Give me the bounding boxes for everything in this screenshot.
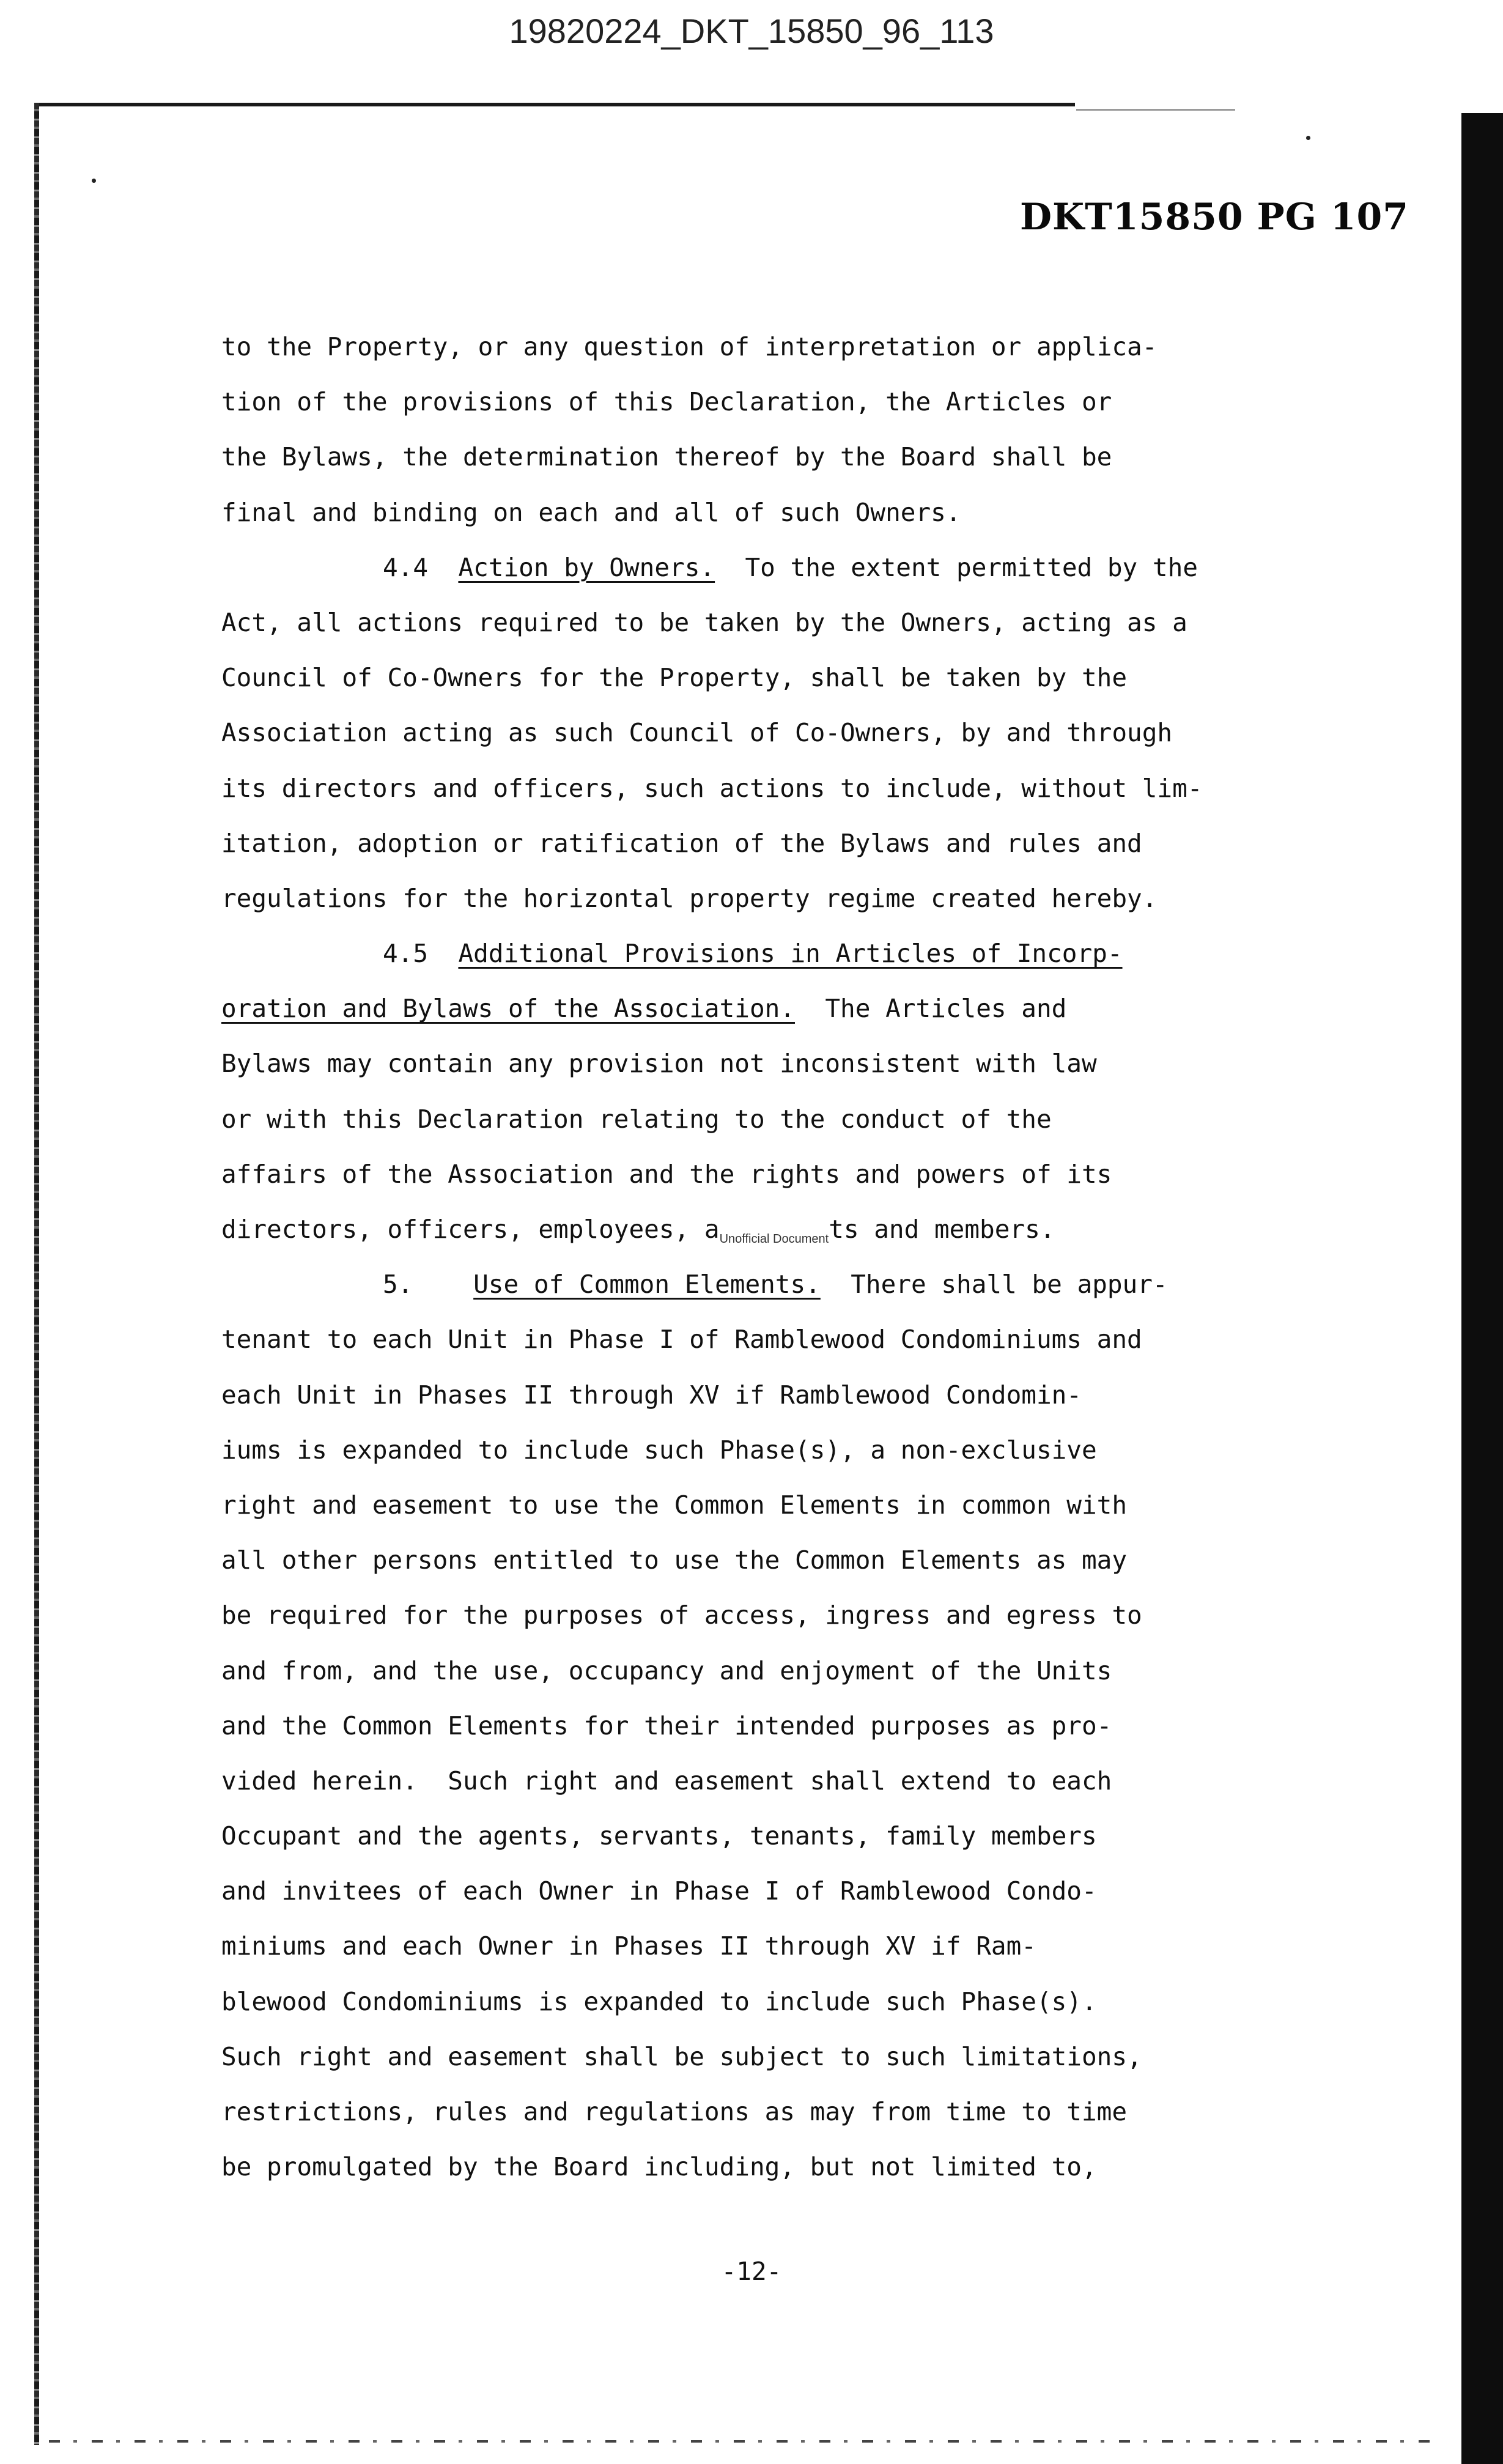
section-4-4-heading-line (221, 540, 1340, 595)
section-5-heading-line (221, 1257, 1340, 1312)
section-number: 4.5 (383, 939, 429, 969)
section-number: 5. (383, 1270, 413, 1300)
text-line: right and easement to use the Common Elements in common with (221, 1490, 1128, 1520)
text-line: final and binding on each and all of such Owners. (221, 497, 961, 527)
document-body (221, 319, 1340, 2194)
text-line: be required for the purposes of access, ingress and egress to (221, 1600, 1142, 1630)
scan-edge-bar (1461, 113, 1503, 2464)
text-line: the Bylaws, the determination thereof by the Board shall be (221, 442, 1112, 472)
section-heading: Additional Provisions in Articles of Incorp- (458, 939, 1123, 969)
section-heading: Use of Common Elements. (473, 1270, 821, 1300)
text-line: Act, all actions required to be taken by the Owners, acting as a (221, 607, 1187, 637)
text-line: Bylaws may contain any provision not inconsistent with law (221, 1049, 1097, 1079)
text-line: restrictions, rules and regulations as may from time to time (221, 2097, 1128, 2126)
text-line: and from, and the use, occupancy and enjoyment of the Units (221, 1656, 1112, 1685)
docket-stamp: DKT15850 PG 107 (1020, 196, 1409, 239)
section-heading: oration and Bylaws of the Association. (221, 994, 795, 1024)
text-line: or with this Declaration relating to the conduct of the (221, 1104, 1052, 1134)
text-line: Occupant and the agents, servants, tenants, family members (221, 1821, 1097, 1851)
text-fragment: ts and members. (829, 1215, 1055, 1244)
scan-speck (92, 179, 96, 183)
text-fragment: directors, officers, employees, a (221, 1215, 720, 1244)
text-line: tion of the provisions of this Declaration, the Articles or (221, 387, 1112, 417)
section-4-5-heading-line-2 (221, 981, 1340, 1036)
text-line: blewood Condominiums is expanded to include such Phase(s). (221, 1986, 1097, 2016)
scan-bottom-noise (49, 2440, 1443, 2443)
section-text: To the extent permitted by the (745, 552, 1198, 582)
page-number: -12- (721, 2257, 782, 2286)
section-text: The Articles and (825, 994, 1067, 1024)
text-line (221, 1202, 1340, 1257)
text-line: and invitees of each Owner in Phase I of Ramblewood Condo- (221, 1876, 1097, 1906)
scan-frame-left (34, 103, 39, 2445)
section-4-5-heading-line (221, 926, 1340, 981)
text-line: Council of Co-Owners for the Property, shall be taken by the (221, 663, 1128, 693)
text-line: miniums and each Owner in Phases II through XV if Ram- (221, 1931, 1036, 1961)
text-line: each Unit in Phases II through XV if Ramblewood Condomin- (221, 1380, 1082, 1410)
text-line: itation, adoption or ratification of the Bylaws and rules and (221, 828, 1142, 858)
section-heading: Action by Owners. (458, 552, 715, 582)
text-line: be promulgated by the Board including, but not limited to, (221, 2152, 1097, 2182)
document-header: 19820224_DKT_15850_96_113 (509, 12, 994, 50)
text-line: regulations for the horizontal property regime created hereby. (221, 883, 1158, 913)
text-line: affairs of the Association and the rights and powers of its (221, 1159, 1112, 1189)
section-number: 4.4 (383, 552, 429, 582)
text-line: iums is expanded to include such Phase(s), a non-exclusive (221, 1435, 1097, 1465)
text-line: to the Property, or any question of interpretation or applica- (221, 332, 1158, 361)
text-line: Association acting as such Council of Co-Owners, by and through (221, 718, 1173, 748)
scan-speck (1306, 136, 1310, 140)
text-line: vided herein. Such right and easement shall extend to each (221, 1766, 1112, 1796)
text-line: its directors and officers, such actions to include, without lim- (221, 773, 1203, 803)
text-line: all other persons entitled to use the Common Elements as may (221, 1545, 1128, 1575)
text-line: Such right and easement shall be subject to such limitations, (221, 2041, 1142, 2071)
text-line: tenant to each Unit in Phase I of Ramblewood Condominiums and (221, 1325, 1142, 1355)
section-text: There shall be appur- (851, 1270, 1168, 1300)
scan-frame-top-faint (1076, 109, 1235, 111)
scan-frame-top (35, 103, 1075, 106)
text-line: and the Common Elements for their intended purposes as pro- (221, 1711, 1112, 1741)
unofficial-watermark: Unofficial Document (719, 1232, 829, 1246)
